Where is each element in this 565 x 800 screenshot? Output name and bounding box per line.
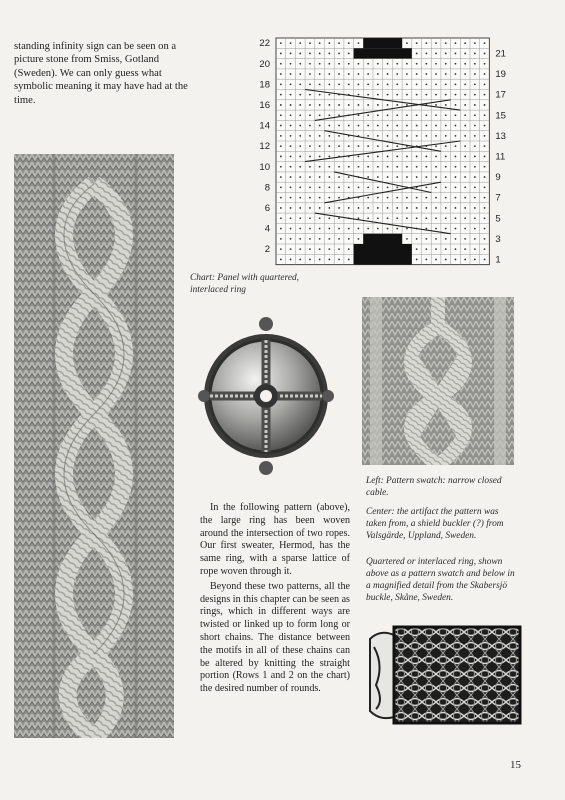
- chart-row-label: 17: [495, 89, 506, 101]
- page-number: 15: [510, 759, 521, 771]
- buckle-detail-photo: [366, 625, 522, 725]
- chart-row-label: 16: [259, 100, 270, 112]
- intro-paragraph: standing infinity sign can be seen on a picture stone from Smiss, Gotland (Sweden). We can only guess what symbolic meaning it may have had at the time.: [14, 41, 188, 106]
- shield-buckle-photo: [196, 314, 336, 476]
- chart-row-label: 18: [259, 79, 270, 91]
- chart-grid: [250, 34, 510, 280]
- chart-row-label: 21: [495, 48, 506, 60]
- left-swatch-caption: Left: Pattern swatch: narrow closed cable.: [366, 476, 502, 498]
- chart-block-top: [363, 38, 402, 48]
- chart-row-label: 5: [495, 213, 501, 225]
- body-paragraph-1: In the following pattern (above), the large ring has been woven around the intersection of two ropes. Our first sweater, Hermod, has the same ring, with a sparse lattice of rope woven through it.: [200, 502, 350, 577]
- quartered-ring-caption: Quartered or interlaced ring, shown above as a pattern swatch and below in a magnified detail from the Skabersjö buckle, Skåne, Sweden.: [366, 557, 515, 603]
- chart-row-label: 13: [495, 130, 506, 142]
- long-cable-swatch-photo: [14, 154, 174, 738]
- chart-row-label: 11: [495, 151, 506, 163]
- knitting-chart: [250, 34, 510, 280]
- chart-row-label: 1: [495, 254, 501, 266]
- chart-row-label: 4: [264, 223, 270, 235]
- chart-row-label: 20: [259, 58, 270, 70]
- chart-row-label: 7: [495, 192, 501, 204]
- chart-row-label: 12: [259, 141, 270, 153]
- narrow-cable-swatch-photo: [362, 297, 514, 465]
- chart-row-label: 2: [264, 244, 270, 256]
- body-paragraph-2: Beyond these two patterns, all the designs in this chapter can be seen as rings, which in different ways are twisted or linked up to form long or short chains. The distance between the motifs in all of these chains can be altered by knitting the straight portion (Rows 1 and 2 on the chart) the desired number of rounds.: [200, 580, 350, 695]
- chart-row-label: 8: [264, 182, 270, 194]
- chart-row-label: 10: [259, 161, 270, 173]
- chart-row-label: 14: [259, 120, 270, 132]
- chart-row-label: 22: [259, 38, 270, 50]
- chart-row-label: 19: [495, 69, 506, 81]
- chart-row-label: 6: [264, 203, 270, 215]
- chart-row-label: 3: [495, 233, 501, 245]
- chart-row-label: 9: [495, 172, 501, 184]
- chart-block-bottom: [354, 244, 412, 265]
- chart-row-label: 15: [495, 110, 506, 122]
- center-artifact-caption: Center: the artifact the pattern was taken from, a shield buckler (?) from Valsgärde, Uppland, Sweden.: [366, 507, 504, 541]
- body-text: [200, 502, 350, 696]
- chart-caption: Chart: Panel with quartered, interlaced ring: [190, 273, 300, 295]
